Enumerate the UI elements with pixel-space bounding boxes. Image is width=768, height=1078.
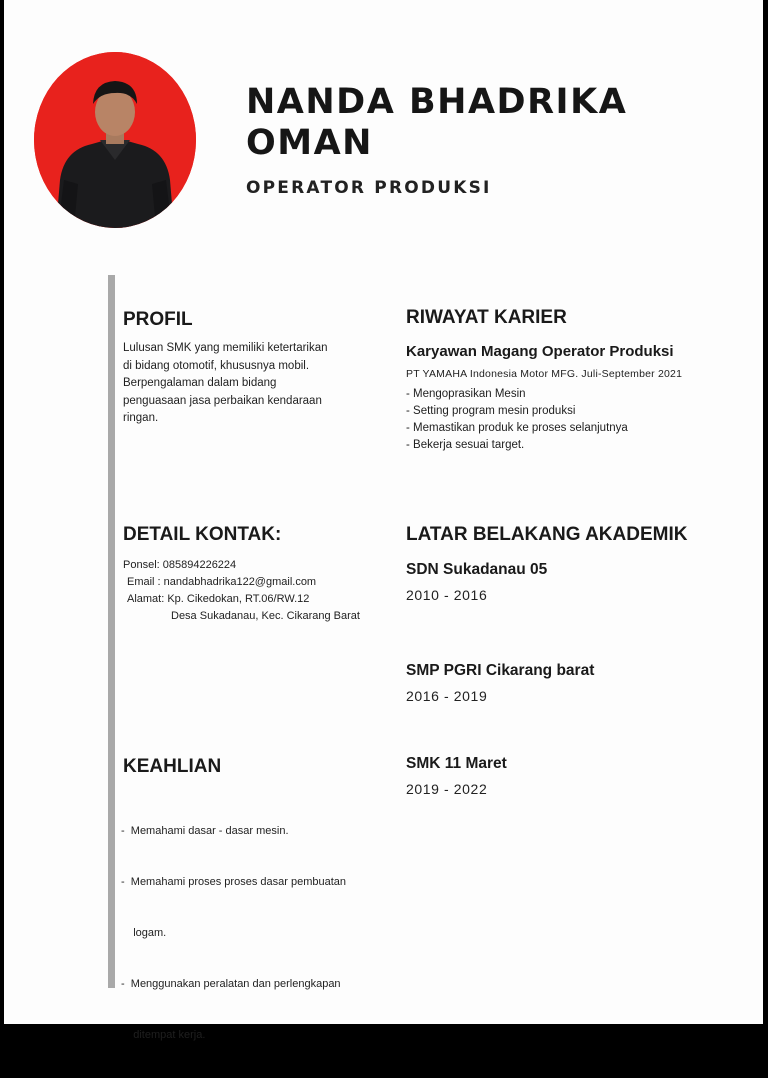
contact-details xyxy=(123,557,403,625)
profile-line: penguasaan jasa perbaikan kendaraan xyxy=(123,394,322,407)
profile-text xyxy=(123,340,383,428)
contact-email: Email : nandabhadrika122@gmail.com xyxy=(127,576,317,588)
contact-address-line-2: Desa Sukadanau, Kec. Cikarang Barat xyxy=(171,610,360,622)
profile-line: ringan. xyxy=(123,412,159,424)
career-company: PT YAMAHA Indonesia Motor MFG. Juli-September 2021 xyxy=(406,368,683,380)
profile-heading: PROFIL xyxy=(123,309,193,330)
school-name: SMP PGRI Cikarang barat xyxy=(406,662,595,679)
duty-item: - Mengoprasikan Mesin xyxy=(406,388,526,400)
name-line-2: OMAN xyxy=(246,123,373,163)
school-years: 2010 - 2016 xyxy=(406,587,488,603)
vertical-divider xyxy=(108,275,115,988)
career-heading: RIWAYAT KARIER xyxy=(406,307,567,328)
contact-address-line-1: Alamat: Kp. Cikedokan, RT.06/RW.12 xyxy=(127,593,310,605)
school-name: SDN Sukadanau 05 xyxy=(406,561,548,578)
duty-item: - Bekerja sesuai target. xyxy=(406,439,525,451)
profile-line: di bidang otomotif, khususnya mobil. xyxy=(123,359,310,372)
school-name: SMK 11 Maret xyxy=(406,755,507,772)
job-title: OPERATOR PRODUKSI xyxy=(246,178,492,198)
skills-list xyxy=(121,789,346,1078)
resume-page xyxy=(4,0,763,1041)
skill-item: - Menggunakan peralatan dan perlengkapan xyxy=(121,978,341,990)
duty-item: - Setting program mesin produksi xyxy=(406,405,576,417)
career-duties xyxy=(406,386,628,454)
skill-item: ditempat kerja. xyxy=(121,1029,206,1041)
skills-heading: KEAHLIAN xyxy=(123,756,222,777)
contact-phone: Ponsel: 085894226224 xyxy=(123,559,237,571)
duty-item: - Memastikan produk ke proses selanjutnya xyxy=(406,422,628,434)
candidate-name xyxy=(246,82,627,164)
contact-heading: DETAIL KONTAK: xyxy=(123,524,282,545)
skill-item: - Memahami proses proses dasar pembuatan xyxy=(121,876,346,888)
education-heading: LATAR BELAKANG AKADEMIK xyxy=(406,524,688,545)
school-years: 2016 - 2019 xyxy=(406,688,488,704)
profile-line: Berpengalaman dalam bidang xyxy=(123,377,277,389)
profile-line: Lulusan SMK yang memiliki ketertarikan xyxy=(123,342,328,354)
profile-photo xyxy=(34,52,196,228)
skill-item: - Memahami dasar - dasar mesin. xyxy=(121,825,289,837)
school-years: 2019 - 2022 xyxy=(406,781,488,797)
skill-item: logam. xyxy=(121,927,167,939)
person-portrait-icon xyxy=(34,52,196,228)
name-line-1: NANDA BHADRIKA xyxy=(246,82,628,122)
career-position: Karyawan Magang Operator Produksi xyxy=(406,343,674,360)
